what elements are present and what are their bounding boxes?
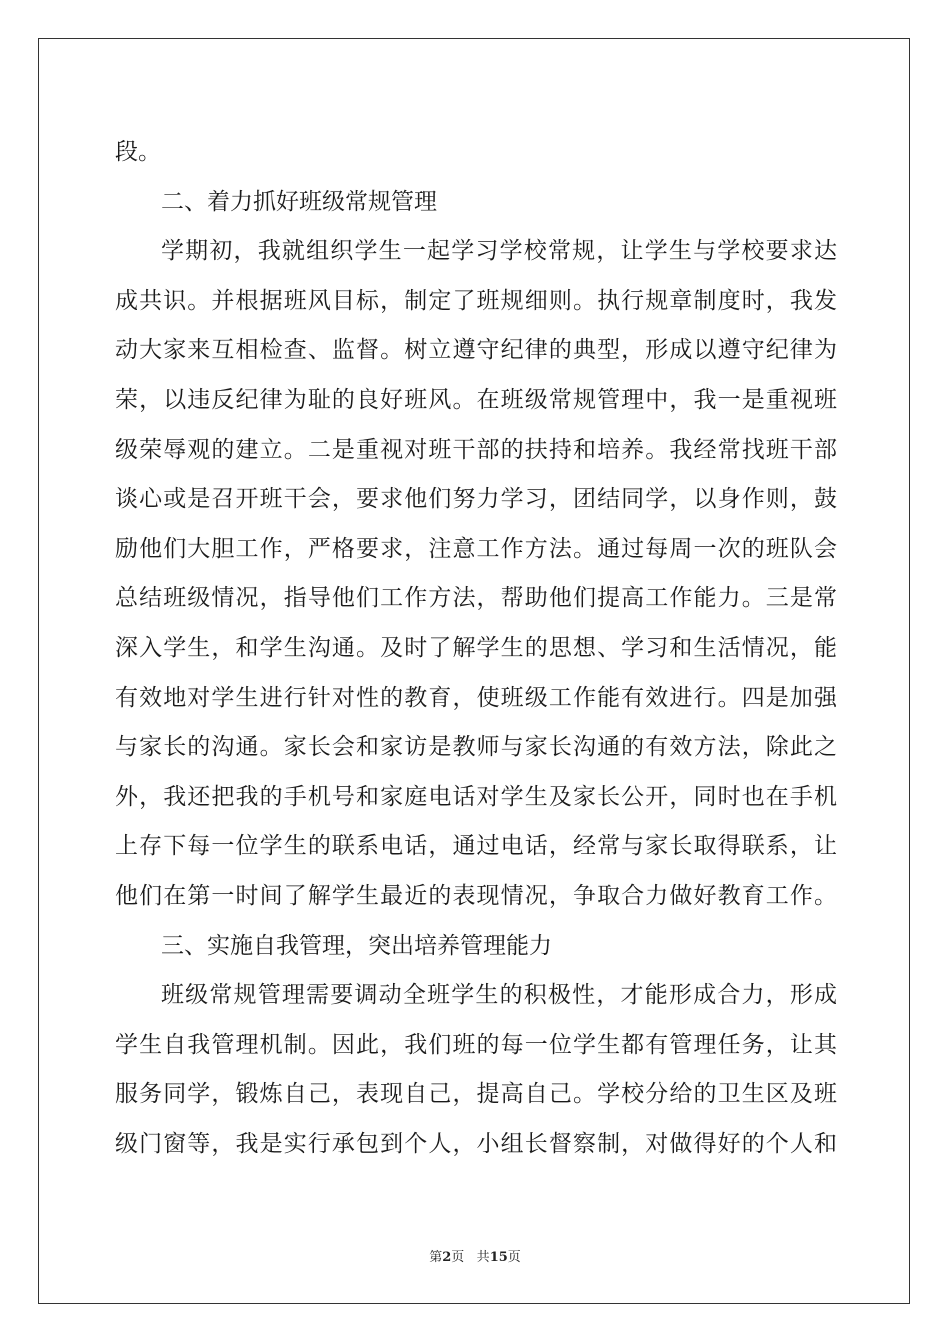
text-line: 总结班级情况，指导他们工作方法，帮助他们提高工作能力。三是常 (115, 585, 837, 612)
footer-prefix: 第 (429, 1250, 443, 1265)
total-page-number: 15 (489, 1250, 508, 1265)
text-line: 谈心或是召开班干会，要求他们努力学习，团结同学，以身作则，鼓 (115, 486, 837, 513)
text-line: 荣，以违反纪律为耻的良好班风。在班级常规管理中，我一是重视班 (115, 386, 837, 413)
text-line: 级荣辱观的建立。二是重视对班干部的扶持和培养。我经常找班干部 (115, 436, 837, 463)
text-line: 动大家来互相检查、监督。树立遵守纪律的典型，形成以遵守纪律为 (115, 337, 837, 364)
text-line: 有效地对学生进行针对性的教育，使班级工作能有效进行。四是加强 (115, 684, 837, 711)
text-line: 段。 (115, 139, 161, 165)
footer-total-suffix: 页 (507, 1250, 521, 1265)
footer-page-suffix: 页 (451, 1250, 465, 1265)
text-line: 学期初，我就组织学生一起学习学校常规，让学生与学校要求达 (161, 238, 837, 265)
text-line: 他们在第一时间了解学生最近的表现情况，争取合力做好教育工作。 (115, 882, 837, 909)
text-line: 深入学生，和学生沟通。及时了解学生的思想、学习和生活情况，能 (115, 634, 837, 661)
text-line: 级门窗等，我是实行承包到个人，小组长督察制，对做得好的个人和 (115, 1130, 837, 1157)
text-line: 与家长的沟通。家长会和家访是教师与家长沟通的有效方法，除此之 (115, 734, 837, 761)
text-line: 励他们大胆工作，严格要求，注意工作方法。通过每周一次的班队会 (115, 535, 837, 562)
document-body (115, 128, 837, 1169)
text-line: 二、着力抓好班级常规管理 (161, 188, 437, 215)
current-page-number: 2 (442, 1250, 452, 1265)
page-footer (0, 1246, 950, 1265)
text-line: 上存下每一位学生的联系电话，通过电话，经常与家长取得联系，让 (115, 833, 837, 860)
text-line: 三、实施自我管理，突出培养管理能力 (161, 932, 552, 959)
text-line: 班级常规管理需要调动全班学生的积极性，才能形成合力，形成 (161, 982, 837, 1009)
text-line: 学生自我管理机制。因此，我们班的每一位学生都有管理任务，让其 (115, 1031, 837, 1058)
footer-total-prefix: 共 (476, 1250, 490, 1265)
text-line: 服务同学，锻炼自己，表现自己，提高自己。学校分给的卫生区及班 (115, 1081, 837, 1108)
text-line: 外，我还把我的手机号和家庭电话对学生及家长公开，同时也在手机 (115, 783, 837, 810)
text-line: 成共识。并根据班风目标，制定了班规细则。执行规章制度时，我发 (115, 287, 837, 314)
